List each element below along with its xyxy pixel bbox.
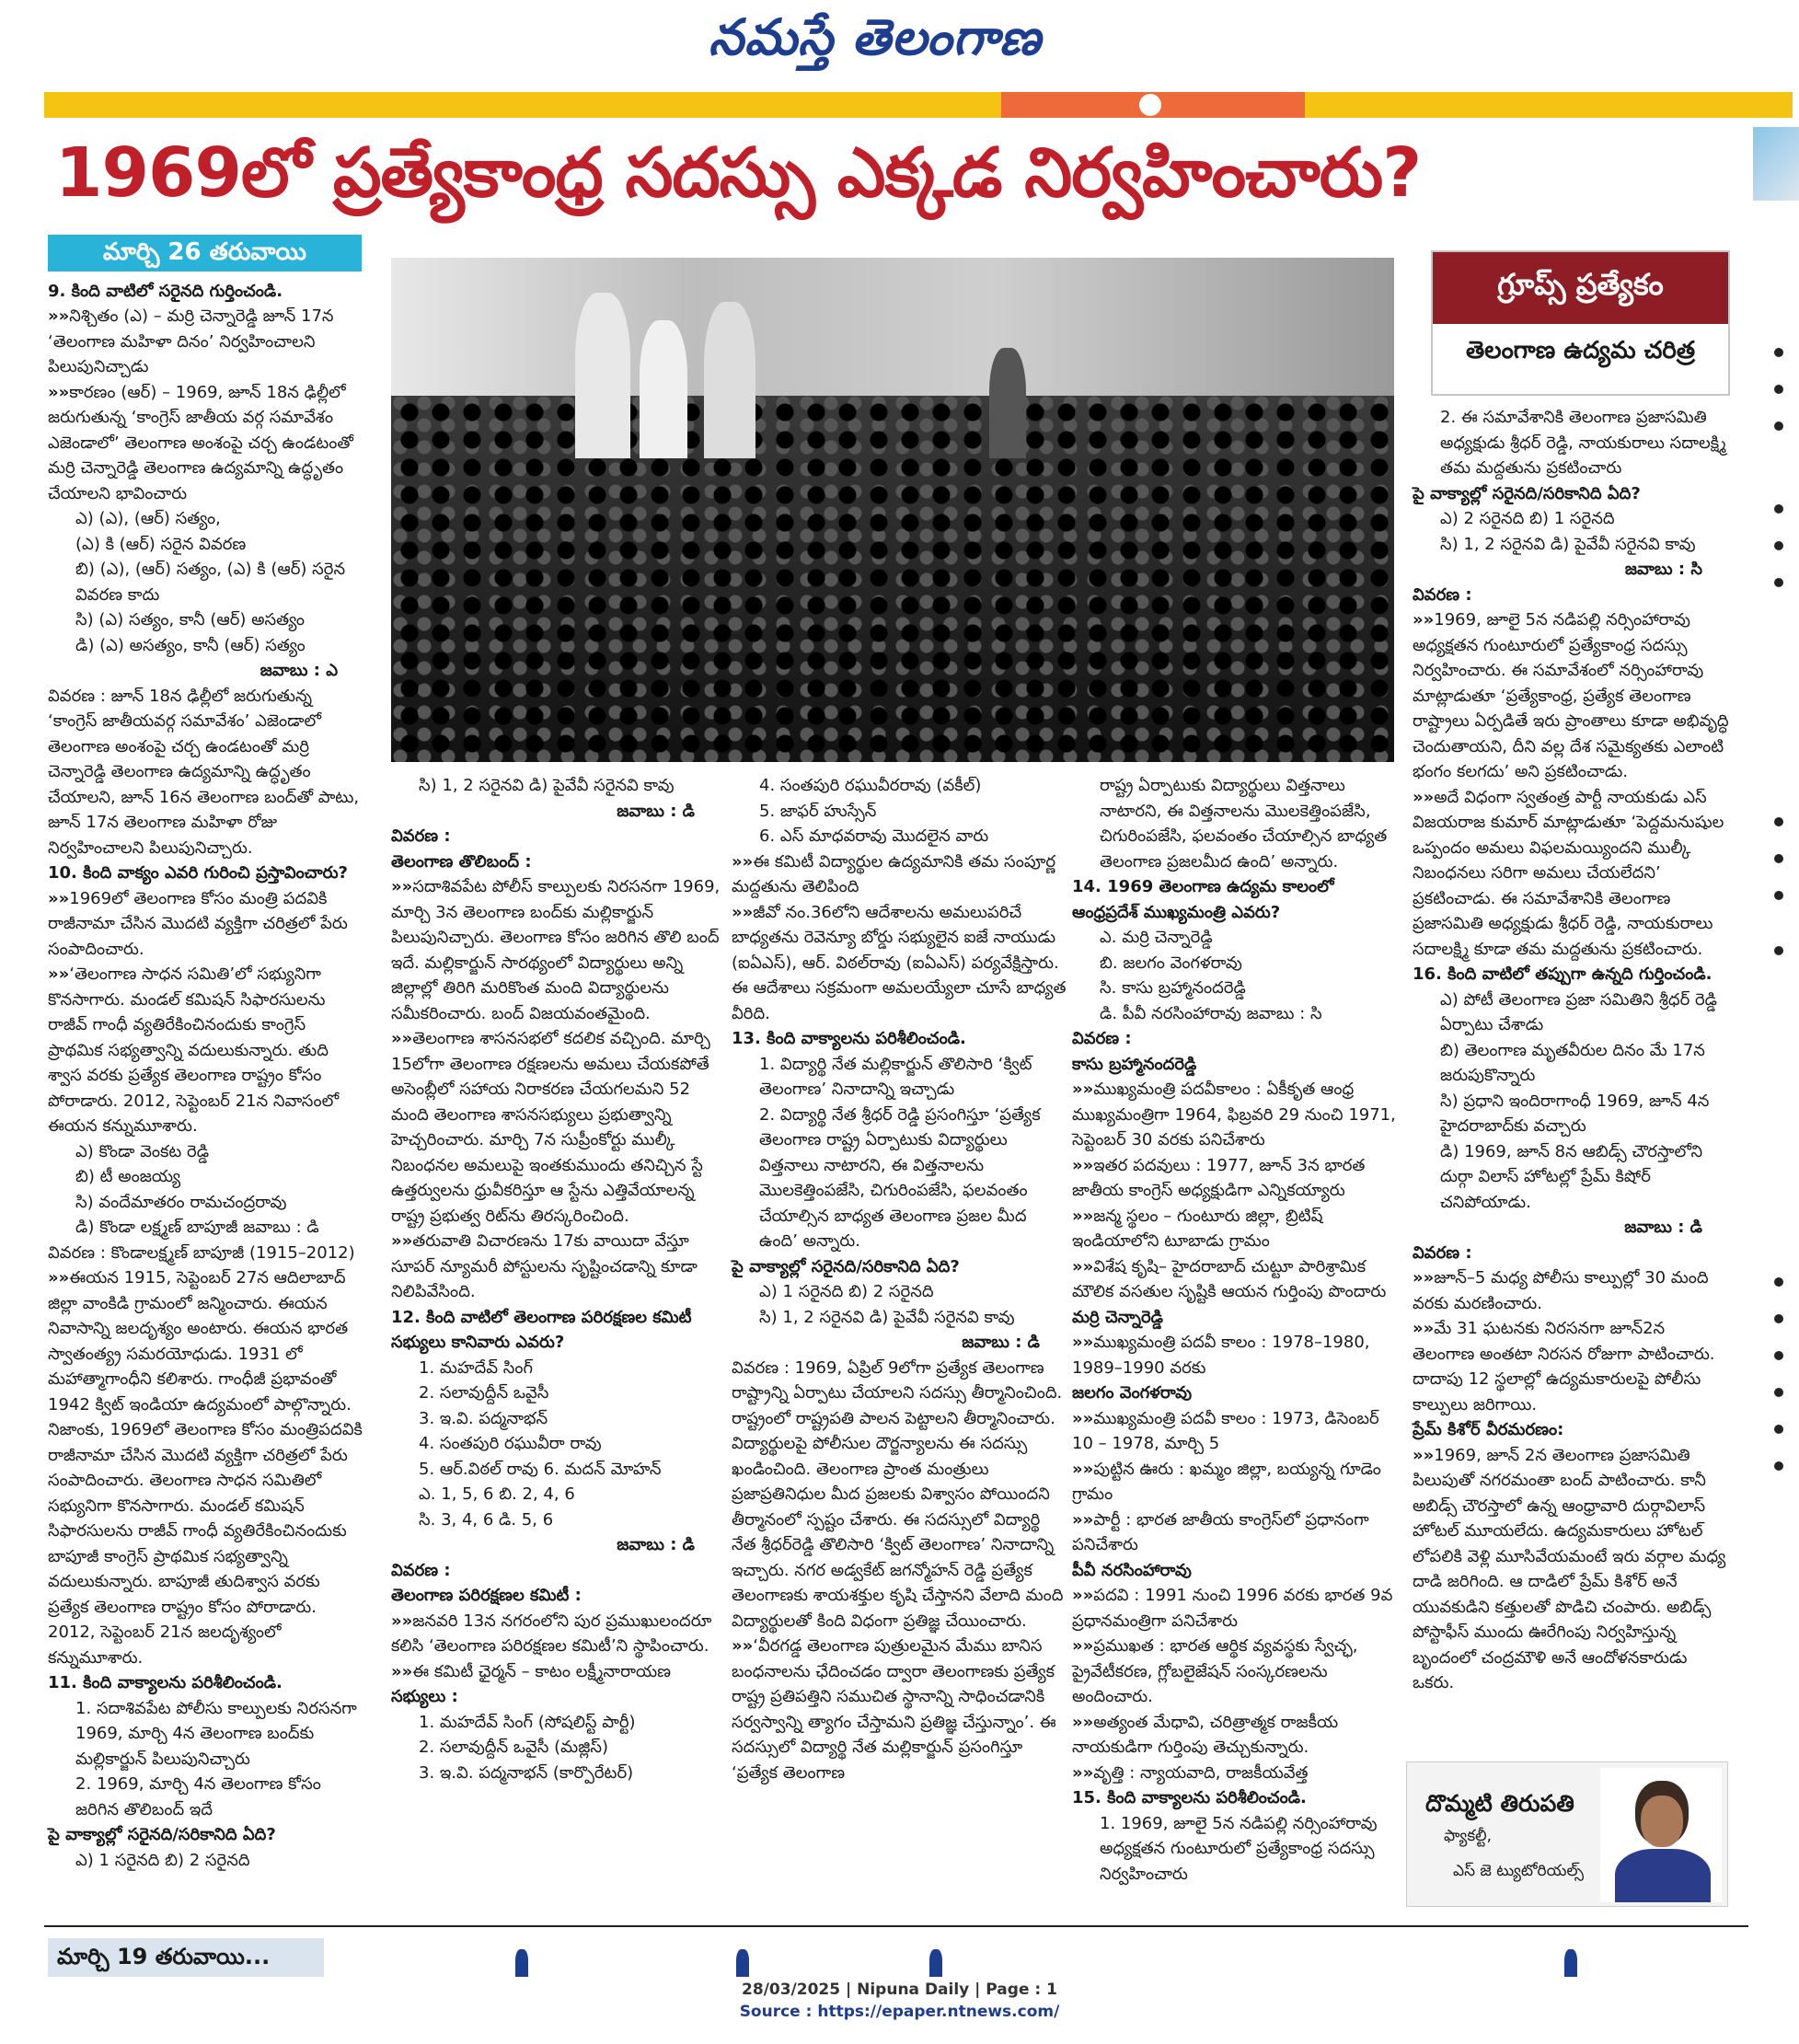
col3-para: వివరణ : 1969, ఏప్రిల్ 9లోగా ప్రత్యేక తెలంగాణ రాష్ట్రాన్ని ఏర్పాటు చేయాలని సదస్సు తీర్మానించింది. రాష్ట్రంలో రాష్ట్రపతి పాలన పెట్టాలని తీర్మానించారు. విద్యార్థులపై పోలీసుల దౌర్జన్యాలను ఈ సదస్సు ఖండించింది. తెలంగాణ ప్రాంత మంత్రులు ప్రజాప్రతినిధుల మీద ప్రజలకు విశ్వాసం పోయిందని తీర్మానంలో స్పష్టం చేశారు. ఈ సదస్సులో విద్యార్థి నేత శ్రీధర్‌రెడ్డి తొలిసారి ‘క్విట్ తెలంగాణ’ నినాదాన్ని ఇచ్చారు. నగర అడ్వకేట్ జగన్మోహన్ రెడ్డి ప్రత్యేక తెలంగాణకు శాయశక్తుల కృషి చేస్తానని వేలాది మంది విద్యార్థులతో కింది విధంగా ప్రతిజ్ఞ చేయించారు. xyxy=(732,1357,1064,1631)
col5-para: 2. ఈ సమావేశానికి తెలంగాణ ప్రజాసమితి అధ్యక్షుడు శ్రీధర్ రెడ్డి, నాయకురాలు సదాలక్ష్మి తమ మద్దతును ప్రకటించారు xyxy=(1440,408,1726,478)
col4-para: »» ముఖ్యమంత్రి పదవీ కాలం : 1978–1980, 1989–1990 వరకు xyxy=(1072,1330,1399,1380)
groups-special-subtitle: తెలంగాణ ఉద్యమ చరిత్ర xyxy=(1465,337,1696,364)
col2-para: సి. 3, 4, 6 డి. 5, 6 xyxy=(419,1509,554,1530)
col4-para: పీవీ నరసింహారావు xyxy=(1072,1560,1192,1580)
col3-para: 5. జాఫర్ హుస్సేన్ xyxy=(759,801,877,821)
col1-para: వివరణ : జూన్ 18న ఢిల్లీలో జరుగుతున్న ‘కాంగ్రెస్ జాతీయవర్గ సమావేశం’ ఎజెండాలో తెలంగాణ అంశంపై చర్చ ఉండటంతో మర్రి చెన్నారెడ్డి తెలంగాణ ఉద్యమాన్ని ఉద్ధృతం చేయాలని, జూన్ 16న తెలంగాణ బంద్‌తో పాటు, జూన్ 17న తెలంగాణ మహిళా రోజు నిర్వహించాలని పిలుపునిచ్చారు. xyxy=(48,686,360,858)
col3-para: 13. కింది వాక్యాలను పరిశీలించండి. xyxy=(732,1029,966,1048)
col4-para: »» ముఖ్యమంత్రి పదవీకాలం : ఏకీకృత ఆంధ్ర ముఖ్యమంత్రిగా 1964, ఫిబ్రవరి 29 నుంచి 1971, సెప్టెంబర్ 30 వరకు పనిచేశారు xyxy=(1072,1077,1399,1153)
protest-photo xyxy=(391,258,1394,762)
col2-para: 5. ఆర్.విఠల్ రావు 6. మదన్ మోహన్ xyxy=(419,1459,662,1479)
article-headline: 1969లో ప్రత్యేకాంధ్ర సదస్సు ఎక్కడ నిర్వహించారు? xyxy=(55,133,1422,213)
col2-para: వివరణ : xyxy=(391,826,451,846)
col2-para: వివరణ : xyxy=(391,1560,451,1580)
col2-para: సి) 1, 2 సరైనవి డి) పైవేవీ సరైనవి కావు xyxy=(419,776,675,795)
col5-para: జవాబు : సి xyxy=(1624,560,1702,579)
col2-para: »» ఈ కమిటీ ఛైర్మన్ – కాటం లక్ష్మీనారాయణ xyxy=(391,1659,722,1685)
col4-para: 14. 1969 తెలంగాణ ఉద్యమ కాలంలో ఆంధ్రప్రదేశ్ ముఖ్యమంత్రి ఎవరు? xyxy=(1072,877,1334,922)
column-1 xyxy=(48,235,365,1873)
col4-para: మర్రి చెన్నారెడ్డి xyxy=(1072,1307,1163,1327)
col3-para: »» జీవో నం.36లోని ఆదేశాలను అమలుపరిచే బాధ్యతను రెవెన్యూ బోర్డు సభ్యులైన ఐజే నాయుడు (ఐఏఎస్), ఆర్. విఠల్‌రావు (ఐఏఎస్) పర్యవేక్షిస్తారు. ఈ ఆదేశాలు సక్రమంగా అమలయ్యేలా చూసే బాధ్యత వీరిది. xyxy=(732,900,1067,1027)
author-designation: ఫ్యాకల్టీ, xyxy=(1444,1827,1493,1845)
col1-para: డి) కొండా లక్ష్మణ్ బాపూజీ జవాబు : డి xyxy=(75,1218,319,1237)
col1-para: »» నిశ్చితం (ఎ) – మర్రి చెన్నారెడ్డి జూన్ 17న ‘తెలంగాణ మహిళా దినం’ నిర్వహించాలని పిలుపునిచ్చాడు xyxy=(48,304,365,380)
col5-para: పై వాక్యాల్లో సరైనది/సరికానిది ఏది? xyxy=(1413,483,1641,503)
col2-para: 3. ఇ.వి. పద్మనాభన్ (కార్పొరేటర్) xyxy=(419,1762,634,1783)
top-color-bar xyxy=(44,92,1793,118)
col3-para: 1. విద్యార్థి నేత మల్లికార్జున్ తొలిసారి ‘క్విట్ తెలంగాణ’ నినాదాన్ని ఇచ్చాడు xyxy=(759,1054,1032,1099)
col2-para: తెలంగాణ తొలిబంద్ : xyxy=(391,851,532,872)
col1-para: ఎ) (ఎ), (ఆర్) సత్యం, xyxy=(75,509,221,528)
col2-para: 1. మహదేవ్ సింగ్ (సోషలిస్ట్ పార్టీ) xyxy=(419,1712,636,1732)
col5-para: 16. కింది వాటిలో తప్పుగా ఉన్నది గుర్తించండి. xyxy=(1413,964,1713,984)
col1-para: సి) (ఎ) సత్యం, కానీ (ఆర్) అసత్యం xyxy=(75,610,306,629)
col1-para: 2. 1969, మార్చి 4న తెలంగాణ కోసం జరిగిన తొలిబంద్ ఇదే xyxy=(75,1774,321,1819)
col4-para: »» విశేష కృషి– హైదరాబాద్ చుట్టూ పారిశ్రామిక మౌలిక వసతుల సృష్టికి ఆయన గుర్తింపు పొందారు xyxy=(1072,1254,1399,1305)
adjacent-article-strip xyxy=(1748,118,1799,1949)
col1-para: 10. కింది వాక్యం ఎవరి గురించి ప్రస్తావించారు? xyxy=(48,863,349,883)
bottom-rule xyxy=(44,1925,1748,1927)
column-4 xyxy=(1072,773,1399,1887)
col1-para: ఎ) కొండా వెంకట రెడ్డి xyxy=(75,1141,210,1161)
col4-para: »» జన్మ స్థలం – గుంటూరు జిల్లా, బ్రిటిష్ ఇండియాలోని టూబాడు గ్రామం xyxy=(1072,1204,1399,1254)
groups-special-title: గ్రూప్స్ ప్రత్యేకం xyxy=(1433,252,1728,324)
col5-para: »» అదే విధంగా స్వతంత్ర పార్టీ నాయకుడు ఎస్ విజయరాజ కుమార్ మాట్లాడుతూ ‘పెద్దమనుషుల ఒప్పందం అమలు విఫలమయ్యిందని ముల్కీ నిబంధనలు సరిగా అమలు చేయలేదని’ ప్రకటించాడు. ఈ సమావేశానికి తెలంగాణ ప్రజాసమితి అధ్యక్షుడు శ్రీధర్ రెడ్డి, నాయకురాలు సదాలక్ష్మి కూడా తమ మద్దతును ప్రకటించారు. xyxy=(1413,785,1730,963)
masthead xyxy=(0,0,1799,92)
col2-para: »» తెలంగాణ శాసనసభలో కదలిక వచ్చింది. మార్చి 15లోగా తెలంగాణ రక్షణలను అమలు చేయకపోతే అసెంబ్లీలో సహాయ నిరాకరణ చేయగలమని 52 మంది తెలంగాణ శాసనసభ్యులు ప్రభుత్వాన్ని హెచ్చరించారు. మార్చి 7న సుప్రీంకోర్టు ముల్కీ నిబంధనల అమలుపై ఇంతకుముందు తనిచ్చిన స్టే ఉత్తర్వులను ధ్రువీకరిస్తూ ఆ స్టేను ఎత్తివేయాలన్న రాష్ట్ర ప్రభుత్వ రిట్‌ను తిరస్కరించింది. xyxy=(391,1026,722,1229)
col1-para: »» 1969లో తెలంగాణ కోసం మంత్రి పదవికి రాజీనామా చేసిన మొదటి వ్యక్తిగా చరిత్రలో పేరు సంపాదించారు. xyxy=(48,886,365,963)
col4-para: సి. కాసు బ్రహ్మానందరెడ్డి xyxy=(1100,978,1246,998)
author-box xyxy=(1406,1761,1728,1907)
continuation-tag: మార్చి 26 తరువాయి xyxy=(48,235,362,271)
footer-date-line: 28/03/2025 | Nipuna Daily | Page : 1 xyxy=(742,1980,1057,1999)
col3-para: ఎ) 1 సరైనది బి) 2 సరైనది xyxy=(759,1282,934,1301)
col5-para: »» 1969, జూలై 5న నడిపల్లి నర్సింహారావు అధ్యక్షతన గుంటూరులో ప్రత్యేకాంధ్ర సదస్సు నిర్వహించారు. ఈ సమావేశంలో నర్సింహారావు మాట్లాడుతూ ‘ప్రత్యేకాంధ్ర, ప్రత్యేక తెలంగాణ రాష్ట్రాలు ఏర్పడితే ఇరు ప్రాంతాలు కూడా అభివృద్ధి చెందుతాయని, దీని వల్ల దేశ సమైక్యతకు ఎలాంటి భంగం కలగదు’ అని ప్రకటించాడు. xyxy=(1413,607,1730,785)
col4-para: డి. పీవీ నరసింహారావు జవాబు : సి xyxy=(1100,1003,1322,1023)
col2-para: 2. సలావుద్దీన్ ఒవైసీ (మజ్లిస్) xyxy=(419,1738,609,1757)
col1-para: 1. సదాశివపేట పోలీసు కాల్పులకు నిరసనగా 1969, మార్చి 4న తెలంగాణ బంద్‌కు మల్లికార్జున్ పిలుపునిచ్చారు xyxy=(75,1698,357,1769)
col2-para: 1. మహదేవ్ సింగ్ xyxy=(419,1357,534,1378)
col4-para: వివరణ : xyxy=(1072,1029,1132,1048)
col2-para: సభ్యులు : xyxy=(391,1687,458,1706)
col2-para: 3. ఇ.వి. పద్మనాభన్ xyxy=(419,1408,548,1428)
col1-para: ఎ) 1 సరైనది బి) 2 సరైనది xyxy=(75,1850,250,1870)
col1-para: వివరణ : కొండాలక్ష్మణ్ బాపూజీ (1915–2012) xyxy=(48,1242,355,1263)
col1-para: 9. కింది వాటిలో సరైనది గుర్తించండి. xyxy=(48,281,283,301)
footer-source-link[interactable]: Source : https://epaper.ntnews.com/ xyxy=(739,2003,1060,2021)
col2-para: »» తరువాతి విచారణను 17కు వాయిదా వేస్తూ సూపర్ న్యూమరీ పోస్టులను సృష్టించడాన్ని కూడా నిలిపివేసింది. xyxy=(391,1229,722,1305)
groups-special-box xyxy=(1431,250,1730,396)
col4-para: »» వృత్తి : న్యాయవాది, రాజకీయవేత్త xyxy=(1072,1761,1399,1786)
col4-para: జలగం వెంగళరావు xyxy=(1072,1383,1193,1403)
col5-para: »» జూన్–5 మధ్య పోలీసు కాల్పుల్లో 30 మంది వరకు మరణించారు. xyxy=(1413,1265,1730,1316)
col4-para: ఎ. మర్రి చెన్నారెడ్డి xyxy=(1100,928,1213,947)
col5-para: ఎ) పోటీ తెలంగాణ ప్రజా సమితిని శ్రీధర్ రెడ్డి ఏర్పాటు చేశాడు xyxy=(1440,989,1718,1034)
col4-para: కాసు బ్రహ్మానందరెడ్డి xyxy=(1072,1054,1197,1074)
col5-para: »» మే 31 ఘటనకు నిరసనగా జూన్2న తెలంగాణ అంతటా నిరసన రోజుగా పాటించారు. దాదాపు 12 స్థలాల్లో ఉద్యమకారులపై పోలీసు కాల్పులు జరిగాయి. xyxy=(1413,1316,1730,1417)
author-photo xyxy=(1600,1768,1722,1902)
col1-para: 11. కింది వాక్యాలను పరిశీలించండి. xyxy=(48,1673,283,1692)
col1-para: సి) వందేమాతరం రామచంద్రరావు xyxy=(75,1192,287,1212)
col2-para: »» సదాశివపేట పోలీస్ కాల్పులకు నిరసనగా 1969, మార్చి 3న తెలంగాణ బంద్‌కు మల్లికార్జున్ పిలుపునిచ్చారు. తెలంగాణ కోసం జరిగిన తొలి బంద్ ఇదే. మల్లికార్జున్ సారథ్యంలో విద్యార్థులు అన్ని జిల్లాల్లో తిరిగి మరికొంత మంది విద్యార్థులను సమీకరించారు. బంద్ విజయవంతమైంది. xyxy=(391,874,722,1026)
col3-para: »» ‘వీరగడ్డ తెలంగాణ పుత్రులమైన మేము బానిస బంధనాలను ఛేదించడం ద్వారా తెలంగాణకు ప్రత్యేక రాష్ట్ర ప్రతిపత్తిని సముచిత స్థానాన్ని సాధించడానికి సర్వస్వాన్ని త్యాగం చేస్తామని ప్రతిజ్ఞ చేస్తున్నాం’. ఈ సదస్సులో విద్యార్థి నేత మల్లికార్జున్ ప్రసంగిస్తూ ‘ప్రత్యేక తెలంగాణ xyxy=(732,1634,1067,1785)
col3-para: »» ఈ కమిటీ విద్యార్థుల ఉద్యమానికి తమ సంపూర్ణ మద్దతును తెలిపింది xyxy=(732,849,1067,900)
col2-para: ఎ. 1, 5, 6 బి. 2, 4, 6 xyxy=(419,1484,575,1504)
col3-para: సి) 1, 2 సరైనవి డి) పైవేవీ సరైనవి కావు xyxy=(759,1307,1015,1327)
col2-para: 4. సంతపురి రఘువీరా రావు xyxy=(419,1434,602,1453)
author-name: దొమ్మటి తిరుపతి xyxy=(1425,1790,1574,1817)
col5-para: వివరణ : xyxy=(1413,584,1472,605)
col5-para: ఎ) 2 సరైనది బి) 1 సరైనది xyxy=(1440,509,1615,528)
col4-para: »» పార్టీ : భారత జాతీయ కాంగ్రెస్‌లో ప్రధానంగా పనిచేశారు xyxy=(1072,1507,1399,1558)
newspaper-logo: నమస్తే తెలంగాణ xyxy=(709,7,1042,66)
col3-para: జవాబు : డి xyxy=(962,1333,1040,1352)
col4-para: »» పదవి : 1991 నుంచి 1996 వరకు భారత 9వ ప్రధానమంత్రిగా పనిచేశారు xyxy=(1072,1583,1399,1634)
col1-para: (ఎ) కి (ఆర్) సరైన వివరణ xyxy=(75,534,247,554)
col5-para: వివరణ : xyxy=(1413,1242,1472,1263)
col5-para: సి) 1, 2 సరైనవి డి) పైవేవీ సరైనవి కావు xyxy=(1440,534,1696,554)
col2-para: »» జనవరి 13న నగరంలోని పుర ప్రముఖులందరూ కలిసి ‘తెలంగాణ పరిరక్షణల కమిటీ’ని స్థాపించారు. xyxy=(391,1609,722,1659)
col4-para: బి. జలగం వెంగళరావు xyxy=(1100,953,1242,973)
col1-para: డి) (ఎ) అసత్యం, కానీ (ఆర్) సత్యం xyxy=(75,635,306,655)
col2-para: 12. కింది వాటిలో తెలంగాణ పరిరక్షణల కమిటీ సభ్యులు కానివారు ఎవరు? xyxy=(391,1307,692,1352)
col5-para: సి) ప్రధాని ఇందిరాగాంధీ 1969, జూన్ 4న హైదరాబాద్‌కు వచ్చారు xyxy=(1440,1091,1710,1136)
col1-para: బి) (ఎ), (ఆర్) సత్యం, (ఎ) కి (ఆర్) సరైన వివరణ కాదు xyxy=(75,560,346,605)
col3-para: 4. సంతపురి రఘువీరరావు (వకీల్) xyxy=(759,776,982,795)
col1-para: »» ‘తెలంగాణ సాధన సమితి’లో సభ్యునిగా కొనసాగారు. మండల్ కమిషన్ సిఫారసులను రాజీవ్ గాంధీ వ్యతిరేకించినందుకు కాంగ్రెస్ ప్రాథమిక సభ్యత్వాన్ని వదులుకున్నారు. తుది శ్వాస వరకు ప్రత్యేక తెలంగాణ రాష్ట్రం కోసం పోరాడారు. 2012, సెప్టెంబర్ 21న నివాసంలో ఈయన కన్నుమూశారు. xyxy=(48,962,365,1139)
col4-para: 15. కింది వాక్యాలను పరిశీలించండి. xyxy=(1072,1788,1307,1807)
col4-para: »» ప్రముఖత : భారత ఆర్థిక వ్యవస్థకు స్వేచ్ఛ, ప్రైవేటీకరణ, గ్లోబలైజేషన్ సంస్కరణలను అందించారు. xyxy=(1072,1634,1399,1710)
col5-para: బి) తెలంగాణ మృతవీరుల దినం మే 17న జరుపుకొన్నారు xyxy=(1440,1040,1705,1085)
col3-para: పై వాక్యాల్లో సరైనది/సరికానిది ఏది? xyxy=(732,1256,960,1276)
col1-para: పై వాక్యాల్లో సరైనది/సరికానిది ఏది? xyxy=(48,1825,276,1844)
page-footer xyxy=(0,1979,1799,2023)
col5-para: జవాబు : డి xyxy=(1624,1218,1702,1237)
col1-para: »» కారణం (ఆర్) – 1969, జూన్ 18న ఢిల్లీలో జరుగుతున్న ‘కాంగ్రెస్ జాతీయ వర్గ సమావేశం ఎజెండాలో’ తెలంగాణ అంశంపై చర్చ ఉండటంతో మర్రి చెన్నారెడ్డి తెలంగాణ ఉద్యమాన్ని ఉద్ధృతం చేయాలని భావించారు xyxy=(48,380,365,507)
col2-para: తెలంగాణ పరిరక్షణల కమిటీ : xyxy=(391,1586,582,1605)
col1-para: బి) టీ అంజయ్య xyxy=(75,1167,181,1186)
col2-para: 2. సలావుద్దీన్ ఒవైసీ xyxy=(419,1383,549,1403)
col2-para: జవాబు : డి xyxy=(617,1535,695,1554)
col4-para: రాష్ట్ర ఏర్పాటుకు విద్యార్థులు విత్తనాలు నాటారని, ఈ విత్తనాలను మొలకెత్తింపజేసి, చిగురింపజేసి, ఫలవంతం చేయాల్సిన బాధ్యత తెలంగాణ ప్రజలమీద ఉంది’ అన్నారు. xyxy=(1100,776,1388,872)
column-2 xyxy=(391,773,722,1785)
col4-para: »» పుట్టిన ఊరు : ఖమ్మం జిల్లా, బయ్యన్న గూడెం గ్రామం xyxy=(1072,1457,1399,1507)
col2-para: జవాబు : డి xyxy=(617,801,695,821)
col5-para: ప్రేమ్ కిశోర్ వీరమరణం: xyxy=(1413,1420,1564,1439)
author-institute: ఎస్ జె ట్యుటోరియల్స్ xyxy=(1453,1862,1585,1880)
col4-para: »» ఇతర పదవులు : 1977, జూన్ 3న భారత జాతీయ కాంగ్రెస్ అధ్యక్షుడిగా ఎన్నికయ్యారు xyxy=(1072,1153,1399,1204)
col5-para: »» 1969, జూన్ 2న తెలంగాణ ప్రజాసమితి పిలుపుతో నగరమంతా బంద్ పాటించారు. కానీ అబిడ్స్ చౌరస్తాలో ఉన్న ఆంధ్రావారి దుర్గావిలాస్ హోటల్ మూయలేదు. ఉద్యమకారులు హోటల్ లోపలికి వెళ్లి మూసివేయమంటే ఇరు వర్గాల మధ్య దాడి జరిగింది. ఆ దాడిలో ప్రేమ్ కిశోర్ అనే యువకుడిని కత్తులతో పొడిచి చంపారు. అబిడ్స్ పోస్టాఫీస్ ముందు ఊరేగింపు నిర్వహిస్తున్న బృందంలో చంద్రమౌళి అనే ఆందోళనకారుడు ఒకరు. xyxy=(1413,1443,1730,1696)
col5-para: డి) 1969, జూన్ 8న ఆబిడ్స్ చౌరస్తాలోని దుర్గా విలాస్ హోటల్లో ప్రేమ్ కిషోర్ చనిపోయాడు. xyxy=(1440,1141,1703,1212)
col4-para: 1. 1969, జూలై 5న నడిపల్లి నర్సింహారావు అధ్యక్షతన గుంటూరులో ప్రత్యేకాంధ్ర సదస్సు నిర్వహించారు xyxy=(1100,1813,1378,1884)
col4-para: »» ముఖ్యమంత్రి పదవీ కాలం : 1973, డిసెంబర్ 10 – 1978, మార్చి 5 xyxy=(1072,1406,1399,1457)
col4-para: »» అత్యంత మేధావి, చరిత్రాత్మక రాజకీయ నాయకుడిగా గుర్తింపు తెచ్చుకున్నారు. xyxy=(1072,1710,1399,1761)
column-3 xyxy=(732,773,1067,1785)
col3-para: 6. ఎస్ మాధవరావు మొదలైన వారు xyxy=(759,826,989,846)
col3-para: 2. విద్యార్థి నేత శ్రీధర్ రెడ్డి ప్రసంగిస్తూ ‘ప్రత్యేక తెలంగాణ రాష్ట్ర ఏర్పాటుకు విద్యార్థులు విత్తనాలు నాటారని, ఈ విత్తనాలను మొలకెత్తింపజేసి, చిగురింపజేసి, ఫలవంతం చేయాల్సిన బాధ్యత తెలంగాణ ప్రజల మీద ఉంది’ అన్నారు. xyxy=(759,1104,1041,1251)
col1-para: జవాబు : ఎ xyxy=(259,661,338,680)
bottom-continuation-tab: మార్చి 19 తరువాయి... xyxy=(48,1938,324,1977)
column-5 xyxy=(1413,405,1730,1696)
col1-para: »» ఈయన 1915, సెప్టెంబర్ 27న ఆదిలాబాద్ జిల్లా వాంకిడి గ్రామంలో జన్మించారు. ఈయన నివాసాన్ని జలదృశ్యం అంటారు. ఈయన భారత స్వాతంత్య్ర సమరయోధుడు. 1931 లో మహాత్మాగాంధీని కలిశారు. గాంధీజీ ప్రభావంతో 1942 క్విట్ ఇండియా ఉద్యమంలో పాల్గొన్నారు. నిజాంకు, 1969లో తెలంగాణ కోసం మంత్రిపదవికి రాజీనామా చేసిన మొదటి వ్యక్తిగా చరిత్రలో పేరు సంపాదించారు. తెలంగాణ సాధన సమితిలో సభ్యునిగా కొనసాగారు. మండల్ కమిషన్ సిఫారసులను రాజీవ్ గాంధీ వ్యతిరేకించినందుకు బాపూజీ కాంగ్రెస్ ప్రాథమిక సభ్యత్వాన్ని వదులుకున్నారు. బాపూజీ తుదిశ్వాస వరకు ప్రత్యేక తెలంగాణ రాష్ట్రం కోసం పోరాడారు. 2012, సెప్టెంబర్ 21న జలదృశ్యంలో కన్నుమూశారు. xyxy=(48,1265,365,1670)
